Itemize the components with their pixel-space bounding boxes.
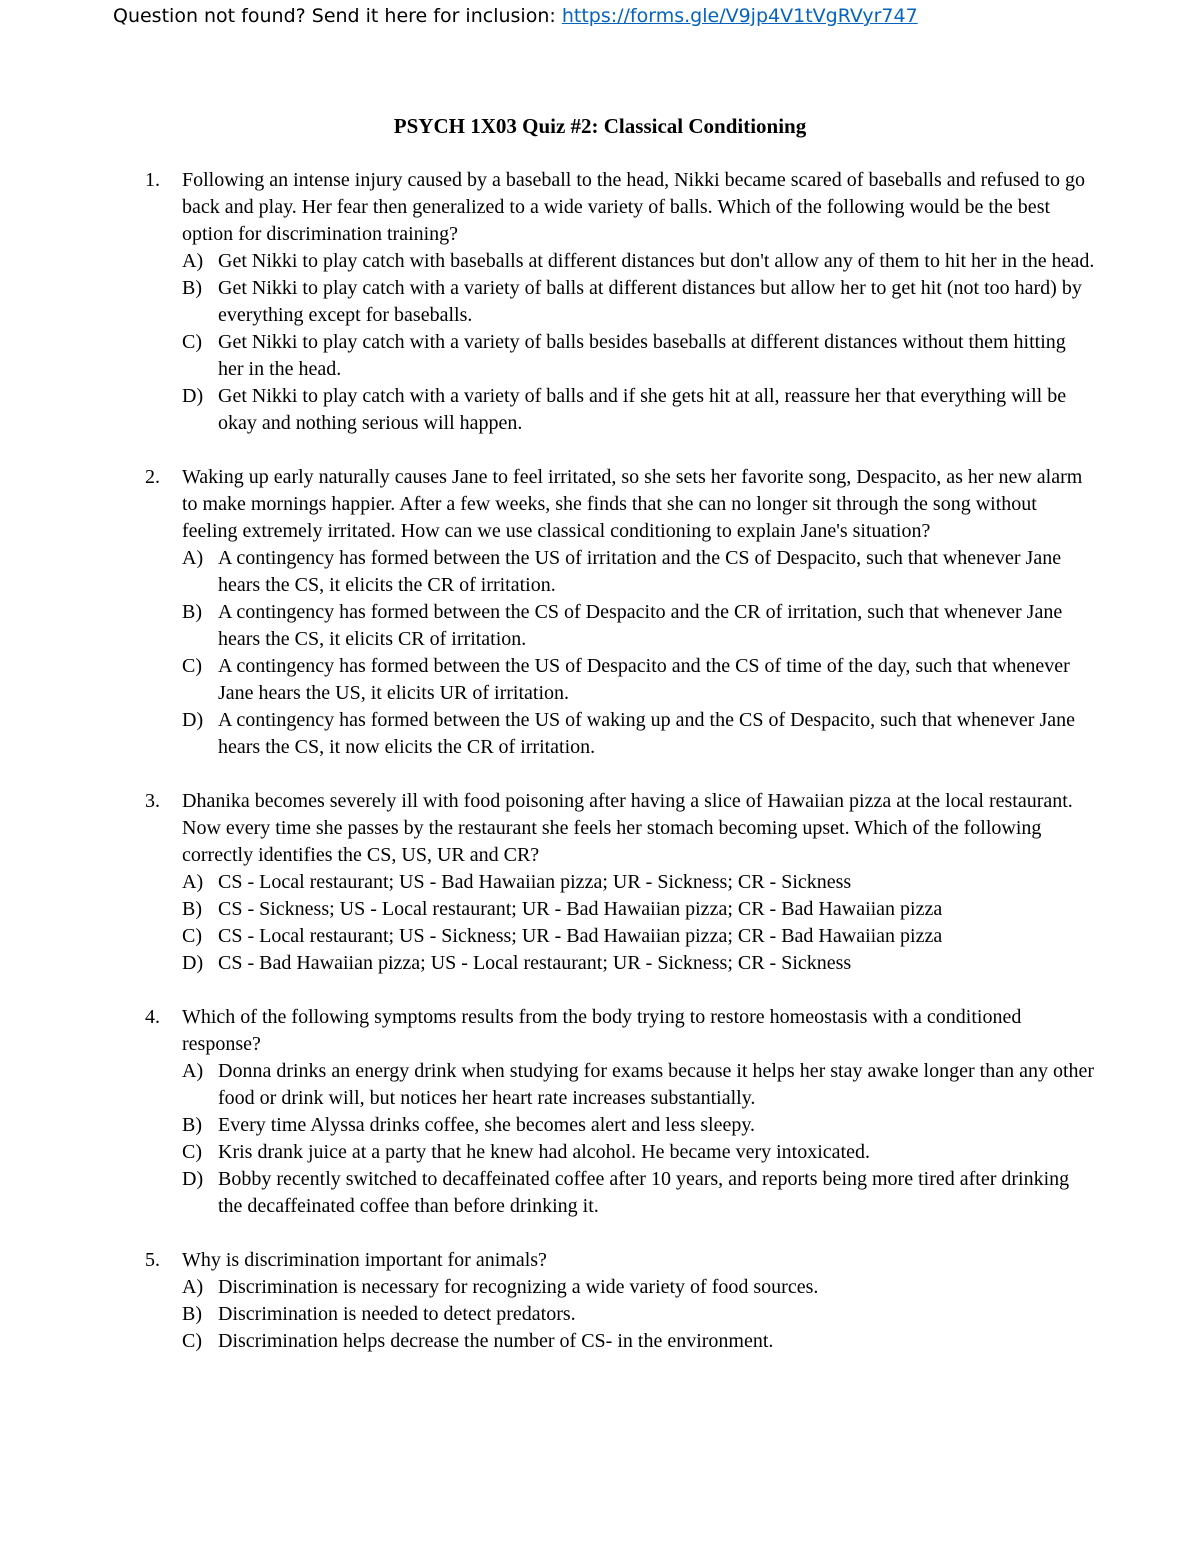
option-text: Get Nikki to play catch with baseballs at different distances but don't allow any of them to hit her in the head. bbox=[218, 250, 1095, 272]
option-text: Discrimination helps decrease the number of CS- in the environment. bbox=[218, 1330, 774, 1352]
option-text: CS - Local restaurant; US - Sickness; UR - Bad Hawaiian pizza; CR - Bad Hawaiian pizza bbox=[218, 925, 943, 947]
option-text: Get Nikki to play catch with a variety of balls and if she gets hit at all, reassure her that everything will be okay and nothing serious will happen. bbox=[218, 385, 1067, 434]
answer-option bbox=[182, 329, 1095, 383]
option-letter: D) bbox=[182, 385, 204, 407]
answer-option bbox=[182, 1166, 1095, 1220]
answer-option bbox=[182, 923, 1095, 950]
answer-options bbox=[182, 1058, 1095, 1220]
question-number: 4. bbox=[145, 1006, 160, 1028]
answer-option bbox=[182, 896, 1095, 923]
answer-option bbox=[182, 1301, 1095, 1328]
answer-option bbox=[182, 653, 1095, 707]
page-title: PSYCH 1X03 Quiz #2: Classical Conditioning bbox=[393, 114, 807, 138]
answer-options bbox=[182, 1274, 1095, 1355]
option-letter: C) bbox=[182, 925, 202, 947]
option-letter: B) bbox=[182, 1114, 202, 1136]
option-text: CS - Bad Hawaiian pizza; US - Local restaurant; UR - Sickness; CR - Sickness bbox=[218, 952, 852, 974]
question-text: Following an intense injury caused by a baseball to the head, Nikki became scared of baseballs and refused to go back and play. Her fear then generalized to a wide variety of balls. Which of the following would be the best option for discrimination training? bbox=[182, 169, 1086, 245]
answer-option bbox=[182, 1139, 1095, 1166]
question-number: 3. bbox=[145, 790, 160, 812]
option-text: CS - Local restaurant; US - Bad Hawaiian pizza; UR - Sickness; CR - Sickness bbox=[218, 871, 852, 893]
answer-option bbox=[182, 950, 1095, 977]
option-letter: A) bbox=[182, 1060, 204, 1082]
answer-option bbox=[182, 1328, 1095, 1355]
option-text: Donna drinks an energy drink when studying for exams because it helps her stay awake longer than any other food or drink will, but notices her heart rate increases substantially. bbox=[218, 1060, 1095, 1109]
option-letter: D) bbox=[182, 1168, 204, 1190]
answer-options bbox=[182, 545, 1095, 761]
question-text: Why is discrimination important for animals? bbox=[182, 1249, 547, 1271]
option-text: Every time Alyssa drinks coffee, she becomes alert and less sleepy. bbox=[218, 1114, 756, 1136]
option-letter: B) bbox=[182, 898, 202, 920]
answer-option bbox=[182, 383, 1095, 437]
option-letter: B) bbox=[182, 1303, 202, 1325]
answer-option bbox=[182, 599, 1095, 653]
question-text: Which of the following symptoms results from the body trying to restore homeostasis with a conditioned response? bbox=[182, 1006, 1022, 1055]
option-text: A contingency has formed between the CS of Despacito and the CR of irritation, such that whenever Jane hears the CS, it elicits CR of irritation. bbox=[218, 601, 1063, 650]
answer-option bbox=[182, 1112, 1095, 1139]
option-text: A contingency has formed between the US of Despacito and the CS of time of the day, such that whenever Jane hears the US, it elicits UR of irritation. bbox=[218, 655, 1070, 704]
banner bbox=[113, 4, 918, 28]
question-3 bbox=[145, 788, 1095, 977]
question-1 bbox=[145, 167, 1095, 437]
option-letter: C) bbox=[182, 1141, 202, 1163]
option-text: Bobby recently switched to decaffeinated coffee after 10 years, and reports being more tired after drinking the decaffeinated coffee than before drinking it. bbox=[218, 1168, 1070, 1217]
answer-option bbox=[182, 1058, 1095, 1112]
answer-option bbox=[182, 545, 1095, 599]
question-number: 1. bbox=[145, 169, 160, 191]
option-letter: A) bbox=[182, 250, 204, 272]
option-letter: C) bbox=[182, 1330, 202, 1352]
answer-options bbox=[182, 869, 1095, 977]
question-text: Dhanika becomes severely ill with food poisoning after having a slice of Hawaiian pizza at the local restaurant. Now every time she passes by the restaurant she feels her stomach becoming upset. Which of the following correctly identifies the CS, US, UR and CR? bbox=[182, 790, 1073, 866]
option-letter: A) bbox=[182, 547, 204, 569]
option-text: CS - Sickness; US - Local restaurant; UR - Bad Hawaiian pizza; CR - Bad Hawaiian pizza bbox=[218, 898, 943, 920]
option-text: Kris drank juice at a party that he knew had alcohol. He became very intoxicated. bbox=[218, 1141, 870, 1163]
answer-option bbox=[182, 1274, 1095, 1301]
option-letter: B) bbox=[182, 277, 202, 299]
option-letter: D) bbox=[182, 709, 204, 731]
answer-option bbox=[182, 869, 1095, 896]
question-number: 2. bbox=[145, 466, 160, 488]
banner-link[interactable]: https://forms.gle/V9jp4V1tVgRVyr747 bbox=[561, 5, 918, 27]
question-list bbox=[145, 167, 1095, 1382]
question-4 bbox=[145, 1004, 1095, 1220]
answer-option bbox=[182, 248, 1095, 275]
banner-text: Question not found? Send it here for inclusion: bbox=[113, 5, 556, 27]
option-text: Discrimination is necessary for recognizing a wide variety of food sources. bbox=[218, 1276, 819, 1298]
question-5 bbox=[145, 1247, 1095, 1355]
question-2 bbox=[145, 464, 1095, 761]
option-text: Get Nikki to play catch with a variety of balls at different distances but allow her to get hit (not too hard) by everything except for baseballs. bbox=[218, 277, 1082, 326]
option-letter: A) bbox=[182, 1276, 204, 1298]
option-letter: B) bbox=[182, 601, 202, 623]
option-text: A contingency has formed between the US of irritation and the CS of Despacito, such that whenever Jane hears the CS, it elicits the CR of irritation. bbox=[218, 547, 1062, 596]
option-letter: D) bbox=[182, 952, 204, 974]
answer-option bbox=[182, 707, 1095, 761]
option-text: A contingency has formed between the US of waking up and the CS of Despacito, such that whenever Jane hears the CS, it now elicits the CR of irritation. bbox=[218, 709, 1075, 758]
answer-option bbox=[182, 275, 1095, 329]
answer-options bbox=[182, 248, 1095, 437]
question-text: Waking up early naturally causes Jane to feel irritated, so she sets her favorite song, Despacito, as her new alarm to make mornings happier. After a few weeks, she finds that she can no longer sit through the song without feeling extremely irritated. How can we use classical conditioning to explain Jane's situation? bbox=[182, 466, 1083, 542]
question-number: 5. bbox=[145, 1249, 160, 1271]
option-letter: C) bbox=[182, 655, 202, 677]
option-letter: C) bbox=[182, 331, 202, 353]
option-text: Discrimination is needed to detect predators. bbox=[218, 1303, 576, 1325]
option-letter: A) bbox=[182, 871, 204, 893]
option-text: Get Nikki to play catch with a variety of balls besides baseballs at different distances without them hitting her in the head. bbox=[218, 331, 1066, 380]
